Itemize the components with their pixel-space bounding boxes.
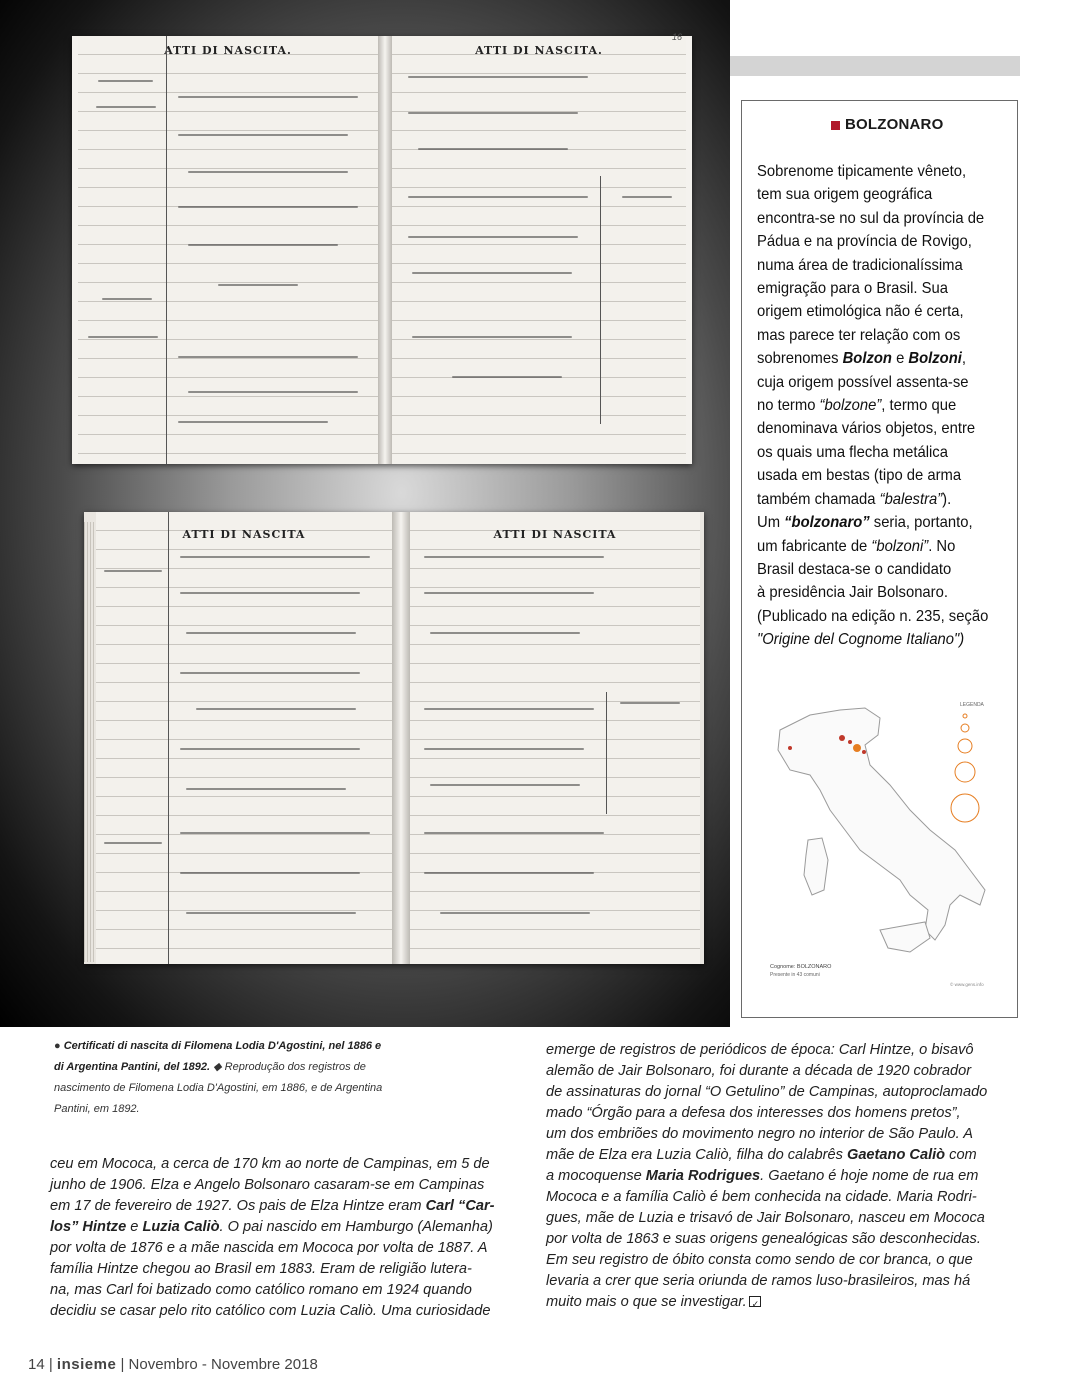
text-line: Mococa e a família Caliò é bem conhecida na cidade. Maria Rodri- — [546, 1189, 977, 1205]
issue-date: Novembro - Novembre 2018 — [128, 1356, 318, 1373]
map-credit: © www.gens.info — [950, 982, 984, 987]
text-line: gues, mãe de Luzia e trisavó de Jair Bolsonaro, nasceu em Mococa — [546, 1210, 985, 1226]
sidebar-line: (Publicado na edição n. 235, seção — [757, 606, 989, 625]
sidebar-line: mas parece ter relação com os — [757, 325, 961, 344]
text-line: mãe de Elza era Luzia Caliò, filha do calabrês Gaetano Caliò com — [546, 1147, 977, 1163]
sidebar-line: sobrenomes Bolzon e Bolzoni, — [757, 349, 967, 368]
legend-circle — [961, 724, 969, 732]
photo-caption — [54, 1036, 384, 1120]
text-line: junho de 1906. Elza e Angelo Bolsonaro casaram-se em Campinas — [50, 1177, 485, 1193]
sidebar-line: também chamada “balestra”). — [757, 489, 952, 508]
text-line: muito mais o que se investigar. ✓ — [546, 1294, 760, 1310]
sidebar-line: encontra-se no sul da província de — [757, 208, 985, 227]
text-line: alemão de Jair Bolsonaro, foi durante a década de 1920 cobrador — [546, 1063, 972, 1079]
text-line: emerge de registros de periódicos de época: Carl Hintze, o bisavô — [546, 1042, 974, 1058]
name-maria: Maria Rodrigues — [645, 1168, 761, 1184]
magazine-logo: insieme — [56, 1356, 117, 1373]
page-footer: 14 | insieme | Novembro - Novembre 2018 — [28, 1356, 318, 1373]
book-right-page — [410, 512, 700, 964]
caption-main: Certificati di nascita di Filomena Lodia D'Agostini, nel 1886 e di Argentina Pantini, del 1892. — [54, 1040, 382, 1073]
map-caption: Cognome: BOLZONARO — [770, 964, 832, 970]
surname-distribution-map — [760, 690, 1000, 1000]
text-line: por volta de 1863 e suas origens genealógicas são desconhecidas. — [546, 1231, 981, 1247]
legend-circle — [955, 762, 975, 782]
name-luzia: Luzia Caliò — [142, 1219, 220, 1235]
distribution-dot — [839, 735, 845, 741]
legend-circle — [963, 714, 967, 718]
caption-diamond-icon: ◆ — [210, 1061, 225, 1073]
sidebar-line: Pádua e na província de Rovigo, — [757, 232, 972, 251]
legend-circle — [951, 794, 979, 822]
legend-circle — [958, 739, 972, 753]
book-left-page — [96, 512, 392, 964]
distribution-dot — [862, 750, 866, 754]
sidebar-header-bar — [730, 56, 1020, 76]
sidebar-line: Um “bolzonaro” seria, portanto, — [757, 513, 973, 532]
caption-sub: Reprodução dos registros de nascimento de Filomena Lodia D'Agostini, em 1886, e de Argentina Pantini, em 1892. — [54, 1061, 383, 1115]
sidebar-line: um fabricante de “bolzoni”. No — [757, 536, 956, 555]
name-carl: Carl “Car- — [425, 1198, 495, 1214]
sicily-shape — [880, 922, 930, 952]
sidebar-line: usada em bestas (tipo de arma — [757, 466, 962, 485]
term-balestra: “balestra” — [879, 489, 943, 508]
page-number: 14 — [28, 1356, 45, 1373]
sidebar-line: numa área de tradicionalíssima — [757, 255, 963, 274]
term-bolzon: Bolzon — [842, 349, 892, 368]
text-line: Em seu registro de óbito consta como sendo de cor branca, o que — [546, 1252, 973, 1268]
name-gaetano: Gaetano Caliò — [846, 1147, 946, 1163]
term-bolzoni-2: “bolzoni” — [871, 536, 929, 555]
text-line: em 17 de fevereiro de 1927. Os pais de Elza Hintze eram Carl “Car- — [50, 1198, 495, 1214]
term-bolzonaro: “bolzonaro” — [784, 513, 870, 532]
caption-bullet-icon: ● — [54, 1040, 64, 1052]
sidebar-line: tem sua origem geográfica — [757, 185, 933, 204]
sardinia-shape — [804, 838, 828, 895]
article-column-left — [50, 1154, 526, 1322]
text-line: um dos embriões do movimento negro no interior de São Paulo. A — [546, 1126, 973, 1142]
sidebar-line: à presidência Jair Bolsonaro. — [757, 583, 948, 602]
distribution-dot — [848, 740, 852, 744]
register-left-page — [78, 36, 378, 464]
text-line: ceu em Mococa, a cerca de 170 km ao norte de Campinas, em 5 de — [50, 1156, 490, 1172]
birth-register-1886 — [72, 32, 692, 464]
sidebar-line: no termo “bolzone”, termo que — [757, 396, 957, 415]
sidebar-line: emigração para o Brasil. Sua — [757, 279, 948, 298]
sidebar-line: Sobrenome tipicamente vêneto, — [757, 162, 967, 180]
text-line: levaria a crer que seria oriunda de ramos luso-brasileiros, mas há — [546, 1273, 971, 1289]
register-right-page — [392, 36, 686, 464]
term-bolzone: “bolzone” — [819, 396, 882, 415]
distribution-dot — [788, 746, 792, 750]
sidebar-text — [757, 160, 987, 652]
register-left-header: ATTI DI NASCITA. — [164, 44, 292, 57]
text-line: na, mas Carl foi batizado como católico romano em 1924 quando — [50, 1282, 472, 1298]
article-column-right — [546, 1040, 1020, 1313]
book-left-header: ATTI DI NASCITA — [182, 528, 306, 541]
text-line: decidiu se casar pelo rito católico com Luzia Caliò. Uma curiosidade — [50, 1303, 491, 1319]
sidebar-title: BOLZONARO — [845, 116, 944, 133]
text-line: mado “Órgão para a defesa dos interesses dos homens pretos”, — [546, 1105, 961, 1121]
birth-register-1892 — [84, 512, 704, 964]
sidebar-line: os quais uma flecha metálica — [757, 442, 948, 461]
text-line: de assinaturas do jornal “O Getulino” de Campinas, autoproclamado — [546, 1084, 988, 1100]
book-right-header: ATTI DI NASCITA — [493, 528, 617, 541]
text-line: los” Hintze e Luzia Caliò. O pai nascido em Hamburgo (Alemanha) — [50, 1219, 493, 1235]
italy-shape — [778, 708, 985, 940]
distribution-dot — [853, 744, 861, 752]
sidebar-line: "Origine del Cognome Italiano") — [757, 630, 965, 649]
title-bullet-icon — [831, 121, 840, 130]
sidebar-line: cuja origem possível assenta-se — [757, 372, 969, 391]
text-line: a mocoquense Maria Rodrigues. Gaetano é hoje nome de rua em — [546, 1168, 979, 1184]
legend-title: LEGENDA — [960, 702, 984, 708]
map-caption-2: Presente in 43 comuni — [770, 972, 820, 978]
text-line: família Hintze chegou ao Brasil em 1883. Eram de religião lutera- — [50, 1261, 472, 1277]
sidebar-line: origem etimológica não é certa, — [757, 302, 964, 321]
folio-number: 16 — [672, 32, 683, 42]
end-mark-icon: ✓ — [749, 1296, 761, 1307]
sidebar-line: Brasil destaca-se o candidato — [757, 559, 952, 578]
text-line: por volta de 1876 e a mãe nascida em Mococa por volta de 1887. A — [50, 1240, 488, 1256]
term-bolzoni: Bolzoni — [908, 349, 962, 368]
sidebar-line: denominava vários objetos, entre — [757, 419, 976, 438]
register-right-header: ATTI DI NASCITA. — [475, 44, 603, 57]
